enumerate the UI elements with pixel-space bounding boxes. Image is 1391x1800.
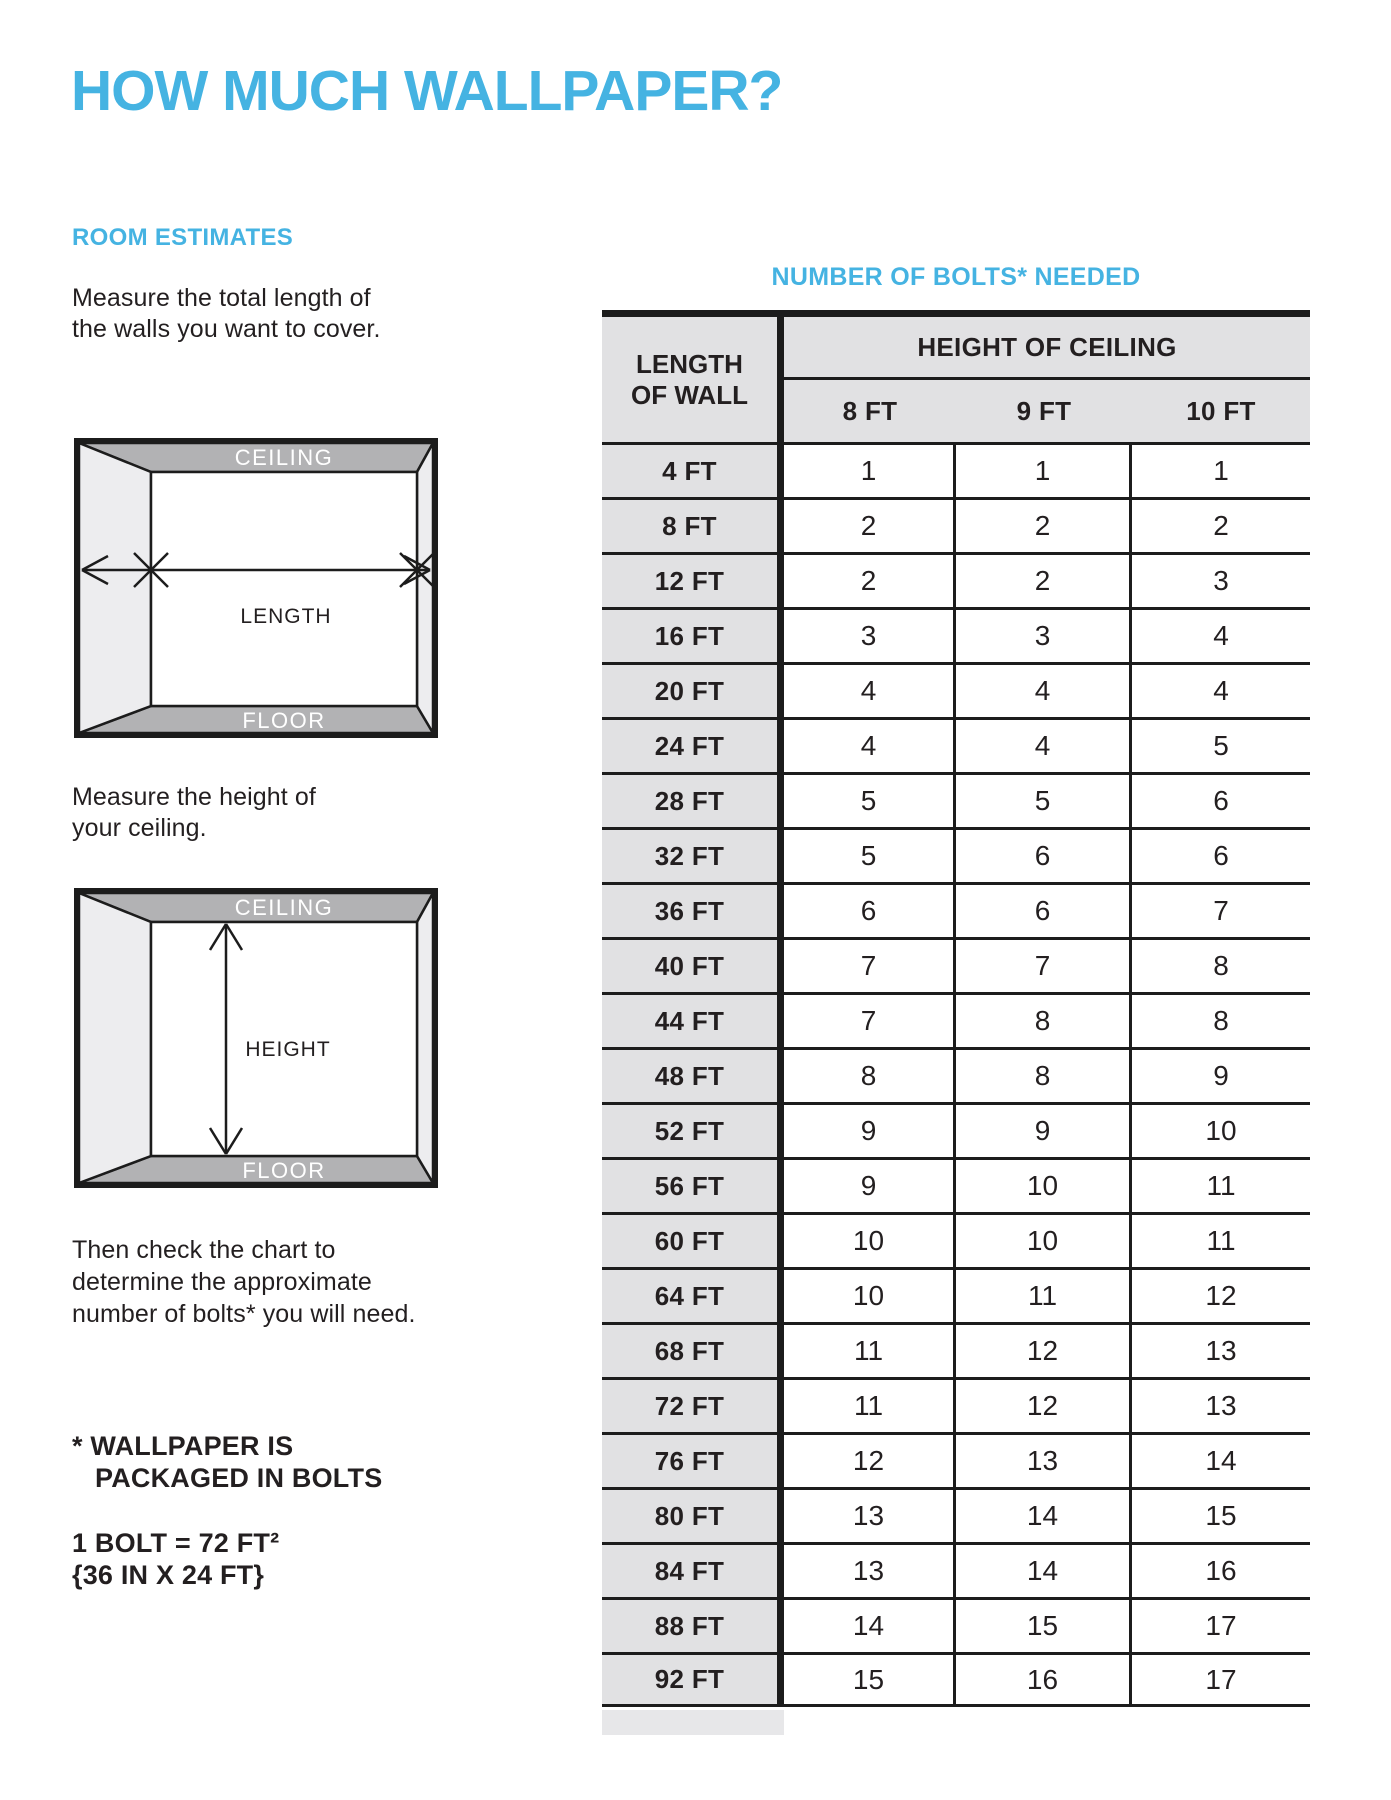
wall-length-cell: 24 FT xyxy=(602,717,784,772)
bolt-count-cell: 2 xyxy=(784,497,956,552)
table-row xyxy=(602,992,1310,1047)
measure-length-instruction xyxy=(72,283,381,345)
bolt-count-cell: 4 xyxy=(784,717,956,772)
table-row xyxy=(602,772,1310,827)
room-height-diagram xyxy=(74,888,438,1188)
bolt-count-cell: 6 xyxy=(1132,772,1310,827)
bolt-count-cell: 16 xyxy=(956,1652,1132,1707)
length-of-wall-header xyxy=(602,317,784,442)
table-row xyxy=(602,1267,1310,1322)
wall-length-cell: 16 FT xyxy=(602,607,784,662)
bolt-count-cell: 5 xyxy=(784,827,956,882)
table-row xyxy=(602,1377,1310,1432)
table-row xyxy=(602,882,1310,937)
bolt-count-cell: 8 xyxy=(956,992,1132,1047)
bolt-count-cell: 13 xyxy=(1132,1377,1310,1432)
bolt-count-cell: 9 xyxy=(1132,1047,1310,1102)
floor-label: FLOOR xyxy=(242,708,326,733)
wall-length-cell: 28 FT xyxy=(602,772,784,827)
bolts-footnote xyxy=(72,1430,382,1494)
col-header-8ft: 8 FT xyxy=(784,380,956,442)
wall-length-cell: 68 FT xyxy=(602,1322,784,1377)
bolts-table xyxy=(602,310,1310,1707)
footnote-line: * WALLPAPER IS xyxy=(72,1431,294,1461)
bolt-spec-line: {36 IN X 24 FT} xyxy=(72,1560,265,1590)
wall-length-cell: 92 FT xyxy=(602,1652,784,1707)
bolt-count-cell: 2 xyxy=(956,552,1132,607)
bolt-count-cell: 6 xyxy=(956,882,1132,937)
table-row xyxy=(602,1212,1310,1267)
col-header-10ft: 10 FT xyxy=(1132,380,1310,442)
wall-length-cell: 64 FT xyxy=(602,1267,784,1322)
bolt-count-cell: 2 xyxy=(956,497,1132,552)
bolt-count-cell: 7 xyxy=(784,937,956,992)
bolt-count-cell: 4 xyxy=(784,662,956,717)
bolt-count-cell: 10 xyxy=(784,1212,956,1267)
length-label: LENGTH xyxy=(240,605,332,628)
instruction-line: Then check the chart to xyxy=(72,1236,336,1264)
page-title: HOW MUCH WALLPAPER? xyxy=(71,59,783,123)
bolt-count-cell: 12 xyxy=(1132,1267,1310,1322)
wall-length-cell: 36 FT xyxy=(602,882,784,937)
bolts-needed-heading: NUMBER OF BOLTS* NEEDED xyxy=(771,263,1141,291)
wall-length-cell: 40 FT xyxy=(602,937,784,992)
table-row xyxy=(602,717,1310,772)
bolt-count-cell: 14 xyxy=(956,1542,1132,1597)
bolt-count-cell: 13 xyxy=(784,1542,956,1597)
table-row xyxy=(602,937,1310,992)
bolt-count-cell: 1 xyxy=(784,442,956,497)
bolt-size-spec xyxy=(72,1527,279,1591)
wall-length-cell: 8 FT xyxy=(602,497,784,552)
bolt-count-cell: 17 xyxy=(1132,1597,1310,1652)
bolt-count-cell: 9 xyxy=(784,1102,956,1157)
bolt-count-cell: 12 xyxy=(956,1377,1132,1432)
bolt-count-cell: 16 xyxy=(1132,1542,1310,1597)
bolt-count-cell: 11 xyxy=(1132,1212,1310,1267)
bolt-count-cell: 9 xyxy=(956,1102,1132,1157)
table-row xyxy=(602,1102,1310,1157)
measure-height-instruction xyxy=(72,782,316,844)
wall-length-cell: 72 FT xyxy=(602,1377,784,1432)
bolt-count-cell: 10 xyxy=(1132,1102,1310,1157)
bolt-count-cell: 13 xyxy=(1132,1322,1310,1377)
bolt-count-cell: 11 xyxy=(784,1322,956,1377)
bolt-count-cell: 4 xyxy=(956,662,1132,717)
bolt-count-cell: 3 xyxy=(784,607,956,662)
height-label: HEIGHT xyxy=(245,1038,331,1061)
ceiling-label: CEILING xyxy=(234,445,334,470)
label-column-tail xyxy=(602,1710,784,1735)
table-row xyxy=(602,1652,1310,1707)
bolt-count-cell: 5 xyxy=(956,772,1132,827)
bolt-count-cell: 3 xyxy=(1132,552,1310,607)
bolt-count-cell: 7 xyxy=(956,937,1132,992)
left-wall xyxy=(79,443,151,733)
bolt-count-cell: 15 xyxy=(1132,1487,1310,1542)
floor-label: FLOOR xyxy=(242,1158,326,1183)
bolt-count-cell: 9 xyxy=(784,1157,956,1212)
bolt-count-cell: 10 xyxy=(956,1157,1132,1212)
wall-length-cell: 60 FT xyxy=(602,1212,784,1267)
height-of-ceiling-header: HEIGHT OF CEILING xyxy=(784,317,1310,380)
wall-length-cell: 56 FT xyxy=(602,1157,784,1212)
bolt-count-cell: 5 xyxy=(1132,717,1310,772)
room-estimates-heading: ROOM ESTIMATES xyxy=(72,224,294,251)
table-row xyxy=(602,442,1310,497)
instruction-line: the walls you want to cover. xyxy=(72,315,381,343)
bolt-count-cell: 4 xyxy=(1132,662,1310,717)
wall-length-cell: 12 FT xyxy=(602,552,784,607)
bolt-count-cell: 17 xyxy=(1132,1652,1310,1707)
bolt-count-cell: 3 xyxy=(956,607,1132,662)
wall-length-cell: 52 FT xyxy=(602,1102,784,1157)
bolt-count-cell: 14 xyxy=(784,1597,956,1652)
table-row xyxy=(602,1322,1310,1377)
table-row xyxy=(602,1157,1310,1212)
wall-length-cell: 32 FT xyxy=(602,827,784,882)
bolt-count-cell: 1 xyxy=(1132,442,1310,497)
right-wall xyxy=(417,443,433,733)
wall-length-cell: 20 FT xyxy=(602,662,784,717)
bolt-count-cell: 5 xyxy=(784,772,956,827)
bolt-count-cell: 13 xyxy=(784,1487,956,1542)
table-row xyxy=(602,827,1310,882)
bolt-count-cell: 8 xyxy=(1132,992,1310,1047)
left-wall xyxy=(79,893,151,1183)
footnote-line: PACKAGED IN BOLTS xyxy=(95,1463,383,1493)
bolts-table-header xyxy=(602,317,1310,442)
bolt-count-cell: 2 xyxy=(784,552,956,607)
bolt-count-cell: 11 xyxy=(784,1377,956,1432)
table-row xyxy=(602,1047,1310,1102)
header-line: LENGTH xyxy=(636,348,743,379)
bolt-count-cell: 4 xyxy=(1132,607,1310,662)
bolt-count-cell: 6 xyxy=(1132,827,1310,882)
instruction-line: number of bolts* you will need. xyxy=(72,1300,416,1328)
bolt-count-cell: 1 xyxy=(956,442,1132,497)
instruction-line: determine the approximate xyxy=(72,1268,372,1296)
room-length-diagram xyxy=(74,438,438,738)
bolt-count-cell: 10 xyxy=(956,1212,1132,1267)
bolt-count-cell: 15 xyxy=(784,1652,956,1707)
table-row xyxy=(602,497,1310,552)
bolts-table-body xyxy=(602,442,1310,1707)
wall-length-cell: 44 FT xyxy=(602,992,784,1047)
table-row xyxy=(602,607,1310,662)
table-row xyxy=(602,1597,1310,1652)
table-row xyxy=(602,662,1310,717)
table-row xyxy=(602,1542,1310,1597)
bolt-count-cell: 14 xyxy=(956,1487,1132,1542)
bolt-count-cell: 12 xyxy=(784,1432,956,1487)
table-row xyxy=(602,552,1310,607)
bolt-count-cell: 4 xyxy=(956,717,1132,772)
back-wall xyxy=(151,472,417,706)
bolt-count-cell: 6 xyxy=(956,827,1132,882)
bolt-count-cell: 7 xyxy=(784,992,956,1047)
bolt-count-cell: 11 xyxy=(1132,1157,1310,1212)
wall-length-cell: 76 FT xyxy=(602,1432,784,1487)
wall-length-cell: 80 FT xyxy=(602,1487,784,1542)
instruction-line: Measure the height of xyxy=(72,783,316,811)
bolt-count-cell: 7 xyxy=(1132,882,1310,937)
bolt-count-cell: 8 xyxy=(1132,937,1310,992)
bolt-count-cell: 8 xyxy=(784,1047,956,1102)
wall-length-cell: 48 FT xyxy=(602,1047,784,1102)
table-row xyxy=(602,1487,1310,1542)
ceiling-label: CEILING xyxy=(234,895,334,920)
header-line: OF WALL xyxy=(631,379,748,410)
wall-length-cell: 88 FT xyxy=(602,1597,784,1652)
bolt-count-cell: 8 xyxy=(956,1047,1132,1102)
table-row xyxy=(602,1432,1310,1487)
bolt-count-cell: 13 xyxy=(956,1432,1132,1487)
bolt-count-cell: 10 xyxy=(784,1267,956,1322)
col-header-9ft: 9 FT xyxy=(956,380,1132,442)
wall-length-cell: 4 FT xyxy=(602,442,784,497)
bolt-spec-line: 1 BOLT = 72 FT² xyxy=(72,1528,280,1558)
check-chart-instruction xyxy=(72,1234,416,1330)
right-wall xyxy=(417,893,433,1183)
bolt-count-cell: 15 xyxy=(956,1597,1132,1652)
wall-length-cell: 84 FT xyxy=(602,1542,784,1597)
bolt-count-cell: 2 xyxy=(1132,497,1310,552)
bolt-count-cell: 14 xyxy=(1132,1432,1310,1487)
bolt-count-cell: 6 xyxy=(784,882,956,937)
bolt-count-cell: 12 xyxy=(956,1322,1132,1377)
instruction-line: your ceiling. xyxy=(72,814,207,842)
instruction-line: Measure the total length of xyxy=(72,284,371,312)
bolt-count-cell: 11 xyxy=(956,1267,1132,1322)
